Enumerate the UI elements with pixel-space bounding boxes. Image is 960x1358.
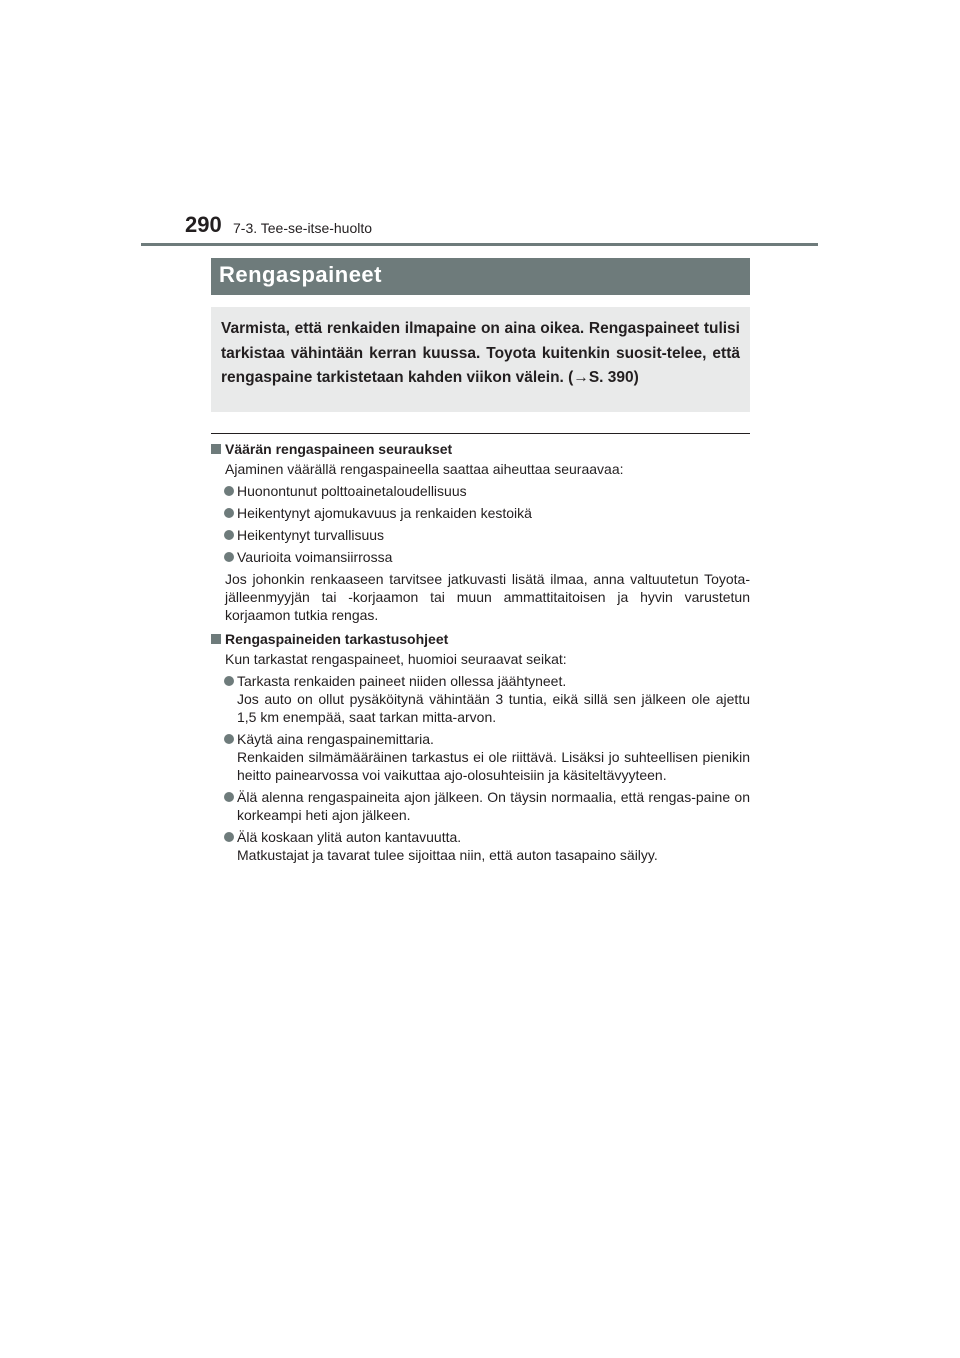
page-number: 290	[185, 212, 222, 237]
consequences-lead: Ajaminen väärällä rengaspaineella saattaa aiheuttaa seuraavaa:	[225, 461, 624, 477]
intro-box	[211, 307, 750, 412]
content-divider	[211, 433, 750, 434]
header-rule	[141, 243, 818, 246]
section-reference: 7-3. Tee-se-itse-huolto	[233, 220, 373, 236]
list-item: Tarkasta renkaiden paineet niiden ollessa jäähtyneet. Jos auto on ollut pysäköitynä vähintään 3 tuntia, eikä sillä sen jälkeen ole ajettu 1,5 km enempää, saat tarkan mitta-arvon.	[211, 672, 750, 726]
circle-bullet-icon	[224, 530, 234, 540]
square-bullet-icon	[211, 634, 221, 644]
circle-bullet-icon	[224, 792, 234, 802]
square-bullet-icon	[211, 444, 221, 454]
circle-bullet-icon	[224, 676, 234, 686]
subheading-consequences: Väärän rengaspaineen seuraukset	[211, 440, 750, 458]
circle-bullet-icon	[224, 552, 234, 562]
list-item: Käytä aina rengaspainemittaria. Renkaiden silmämääräinen tarkastus ei ole riittävä. Lisäksi jo suhteellisen pienikin heitto painearvossa voi vaikuttaa ajo-olosuhteisiin ja käsiteltävyyteen.	[211, 730, 750, 784]
intro-text: Varmista, että renkaiden ilmapaine on aina oikea. Rengaspaineet tulisi tarkistaa vähintään kerran kuussa. Toyota kuitenkin suosit-telee, että rengaspaine tarkistetaan kahden viikon välein. (→S. 390)	[221, 320, 740, 386]
circle-bullet-icon	[224, 486, 234, 496]
circle-bullet-icon	[224, 734, 234, 744]
list-item: Heikentynyt ajomukavuus ja renkaiden kestoikä	[211, 504, 750, 522]
circle-bullet-icon	[224, 832, 234, 842]
check-lead: Kun tarkastat rengaspaineet, huomioi seuraavat seikat:	[225, 651, 567, 667]
circle-bullet-icon	[224, 508, 234, 518]
page-title: Rengaspaineet	[219, 262, 382, 287]
content	[211, 440, 750, 864]
page-header	[0, 0, 960, 250]
list-item: Älä alenna rengaspaineita ajon jälkeen. On täysin normaalia, että rengas-paine on korkeampi heti ajon jälkeen.	[211, 788, 750, 824]
consequences-closing: Jos johonkin renkaaseen tarvitsee jatkuvasti lisätä ilmaa, anna valtuutetun Toyota-jälleenmyyjän tai -korjaamon tai muun ammattitaitoisen ja hyvin varustetun korjaamon tutkia rengas.	[225, 571, 750, 623]
section-title-bar	[211, 258, 750, 295]
list-item: Älä koskaan ylitä auton kantavuutta. Matkustajat ja tavarat tulee sijoittaa niin, että auton tasapaino säilyy.	[211, 828, 750, 864]
list-item: Vaurioita voimansiirrossa	[211, 548, 750, 566]
list-item: Huonontunut polttoainetaloudellisuus	[211, 482, 750, 500]
subheading-check-instructions: Rengaspaineiden tarkastusohjeet	[211, 630, 750, 648]
list-item: Heikentynyt turvallisuus	[211, 526, 750, 544]
